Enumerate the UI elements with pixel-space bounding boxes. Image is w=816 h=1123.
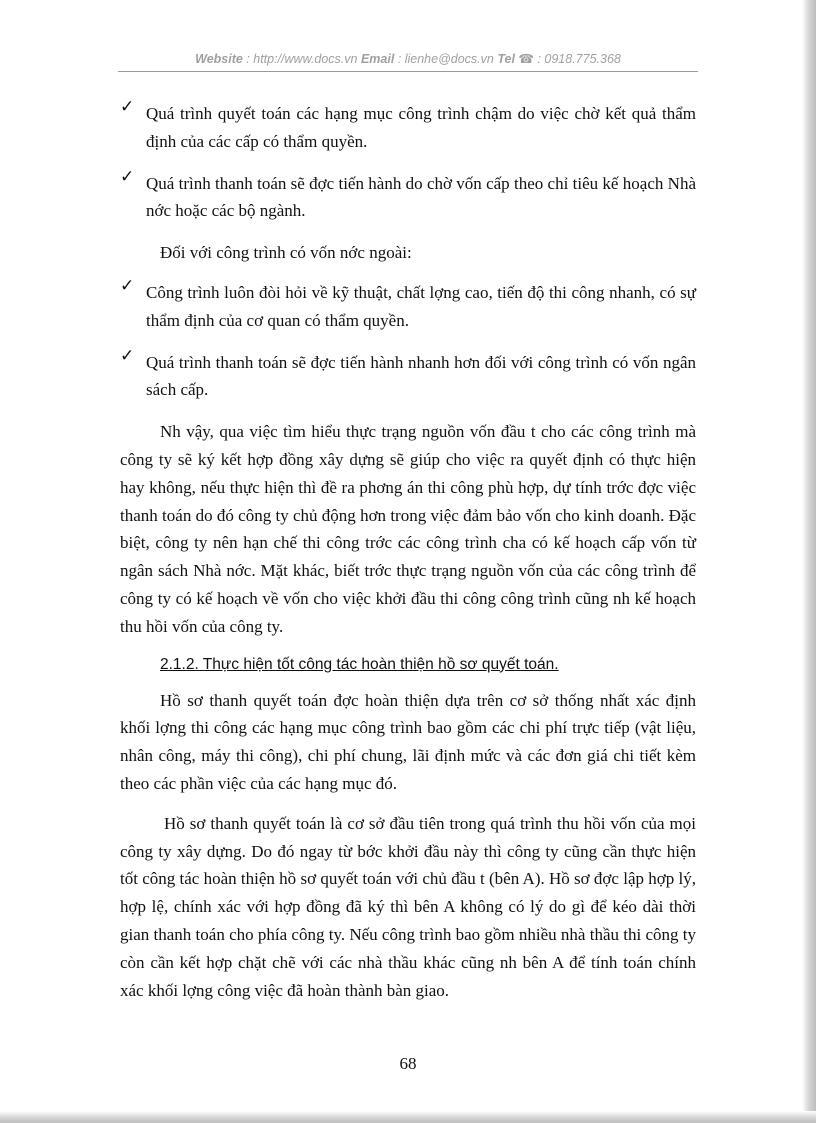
page-header <box>120 51 696 66</box>
bullet-item <box>120 97 696 156</box>
checkmark-icon: ✓ <box>120 166 135 187</box>
tel-value: : 0918.775.368 <box>533 52 621 66</box>
paragraph-settlement-importance: Hồ sơ thanh quyết toán là cơ sở đầu tiên trong quá trình thu hồi vốn của mọi công ty xây dựng. Do đó ngay từ bớc khởi đầu này thì công ty cũng cần thực hiện tốt công tác hoàn thiện hồ sơ quyết toán với chủ đầu t (bên A). Hồ sơ đợc lập hợp lý, hợp lệ, chính xác với hợp đồng đã ký thì bên A không có lý do gì để kéo dài thời gian thanh toán cho phía công ty. Nếu công trình bao gồm nhiều nhà thầu thi công ty còn cần kết hợp chặt chẽ với các nhà thầu khác cũng nh bên A để tính toán chính xác khối lợng công việc đã hoàn thành bàn giao. <box>120 813 696 1000</box>
bullet-item <box>120 166 696 226</box>
foreign-capital-intro: Đối với công trình có vốn nớc ngoài: <box>160 243 412 263</box>
bullet-text: Công trình luôn đòi hỏi về kỹ thuật, chất lợng cao, tiến độ thi công nhanh, có sự thẩm định của cơ quan có thẩm quyền. <box>146 282 696 330</box>
website-value: : http://www.docs.vn <box>242 52 361 66</box>
document-body <box>120 97 696 1016</box>
section-heading <box>120 653 696 677</box>
checkmark-icon: ✓ <box>120 345 135 366</box>
checkmark-icon: ✓ <box>120 97 135 117</box>
bullet-text: Quá trình thanh toán sẽ đợc tiến hành nhanh hơn đối với công trình có vốn ngân sách cấp. <box>146 352 696 400</box>
bullet-text: Quá trình quyết toán các hạng mục công trình chậm do việc chờ kết quả thẩm định của các cấp có thẩm quyền. <box>146 104 696 151</box>
bullet-text: Quá trình thanh toán sẽ đợc tiến hành do chờ vốn cấp theo chỉ tiêu kế hoạch Nhà nớc hoặc các bộ ngành. <box>146 173 696 221</box>
paragraph-capital-summary: Nh vậy, qua việc tìm hiểu thực trạng nguồn vốn đầu t cho các công trình mà công ty sẽ ký kết hợp đồng xây dựng sẽ giúp cho việc ra quyết định có thực hiện hay không, nếu thực hiện thì đề ra phơng án thi công phù hợp, dự tính trớc đợc việc thanh toán do đó công ty chủ động hơn trong việc đảm bảo vốn cho kinh doanh. Đặc biệt, công ty nên hạn chế thi công trớc các công trình cha có kế hoạch cấp vốn từ ngân sách Nhà nớc. Mặt khác, biết trớc thực trạng nguồn vốn của các công trình để công ty có kế hoạch về vốn cho việc khởi đầu thi công công trình cũng nh kế hoạch thu hồi vốn của công ty. <box>120 422 696 636</box>
paragraph-settlement-docs: Hồ sơ thanh quyết toán đợc hoàn thiện dựa trên cơ sở thống nhất xác định khối lợng thi công các hạng mục công trình bao gồm các chi phí trực tiếp (vật liệu, nhân công, máy thi công), chi phí chung, lãi định mức và các đơn giá chi tiết kèm theo các phần việc của các hạng mục đó. <box>120 690 696 793</box>
page-shadow-right <box>802 0 816 1123</box>
email-value: : lienhe@docs.vn <box>394 52 498 66</box>
tel-label: Tel <box>497 52 515 66</box>
checkmark-icon: ✓ <box>120 275 135 296</box>
page-shadow-bottom <box>0 1111 816 1123</box>
bullet-item <box>120 275 696 335</box>
email-label: Email <box>360 52 395 66</box>
website-label: Website <box>195 52 243 66</box>
bullet-item <box>120 345 696 405</box>
page-number: 68 <box>399 1054 417 1073</box>
phone-icon: ☎ <box>514 52 534 66</box>
header-divider <box>118 71 698 72</box>
section-heading-text: 2.1.2. Thực hiện tốt công tác hoàn thiện hồ sơ quyết toán. <box>160 655 559 673</box>
